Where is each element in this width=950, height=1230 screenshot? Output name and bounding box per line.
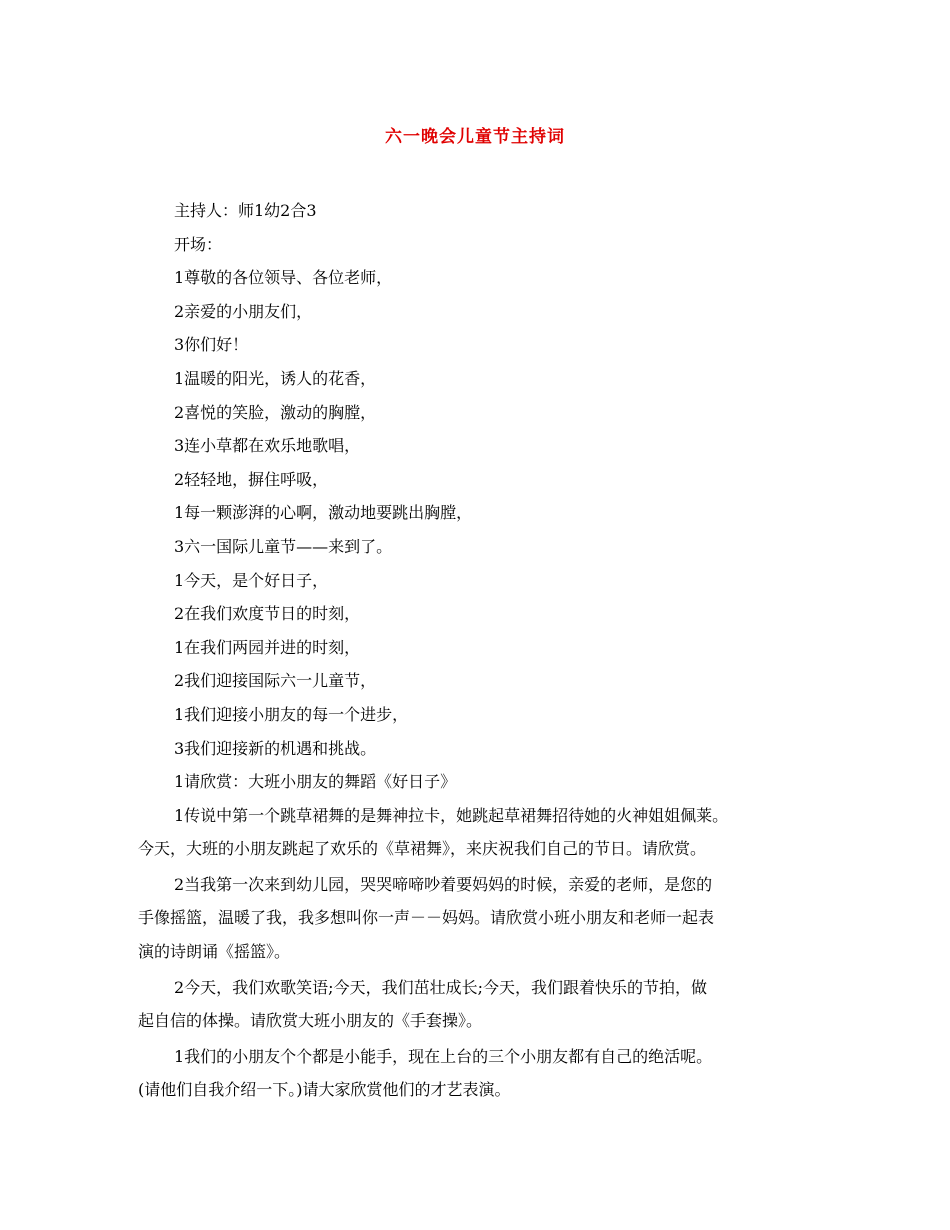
text-line: 1请欣赏：大班小朋友的舞蹈《好日子》 xyxy=(174,772,457,792)
text-line: 1尊敬的各位领导、各位老师， xyxy=(174,268,393,288)
document-title: 六一晚会儿童节主持词 xyxy=(385,127,565,147)
text-line: 3你们好！ xyxy=(174,335,249,355)
text-line: 1我们迎接小朋友的每一个进步， xyxy=(174,704,409,724)
text-line: 1今天，是个好日子， xyxy=(174,570,329,590)
paragraph-hula-dance xyxy=(138,799,812,866)
text-line: 2喜悦的笑脸，激动的胸膛， xyxy=(174,402,377,422)
paragraph-glove-exercise xyxy=(138,971,812,1038)
text-line: 1每一颗澎湃的心啊，激动地要跳出胸膛， xyxy=(174,503,473,523)
paragraph-line: 今天，大班的小朋友跳起了欢乐的《草裙舞》，来庆祝我们自己的节日。请欣赏。 xyxy=(138,839,707,859)
paragraph-line: 演的诗朗诵《摇篮》。 xyxy=(138,942,291,962)
paragraph-line: 2当我第一次来到幼儿园，哭哭啼啼吵着要妈妈的时候，亲爱的老师，是您的 xyxy=(174,874,713,894)
text-line: 2在我们欢度节日的时刻， xyxy=(174,604,361,624)
text-line: 2我们迎接国际六一儿童节， xyxy=(174,671,377,691)
text-line: 3六一国际儿童节——来到了。 xyxy=(174,536,393,556)
text-line: 2轻轻地，摒住呼吸， xyxy=(174,469,329,489)
paragraph-line: 1传说中第一个跳草裙舞的是舞神拉卡，她跳起草裙舞招待她的火神姐姐佩莱。 xyxy=(174,805,729,825)
text-line: 3连小草都在欢乐地歌唱， xyxy=(174,436,361,456)
paragraph-line: 起自信的体操。请欣赏大班小朋友的《手套操》。 xyxy=(138,1011,483,1031)
paragraph-line: (请他们自我介绍一下。)请大家欣赏他们的才艺表演。 xyxy=(138,1080,511,1100)
text-line: 3我们迎接新的机遇和挑战。 xyxy=(174,738,377,758)
paragraph-line: 2今天，我们欢歌笑语;今天，我们茁壮成长;今天，我们跟着快乐的节拍，做 xyxy=(174,977,707,997)
text-line: 1温暖的阳光，诱人的花香， xyxy=(174,368,377,388)
paragraph-cradle-poem xyxy=(138,868,812,969)
text-line: 2亲爱的小朋友们， xyxy=(174,301,313,321)
text-line: 主持人：师1幼2合3 xyxy=(174,201,317,220)
document-body xyxy=(138,194,812,1107)
text-line: 1在我们两园并进的时刻， xyxy=(174,637,361,657)
paragraph-talent-show xyxy=(138,1040,812,1107)
paragraph-line: 手像摇篮，温暖了我，我多想叫你一声－－妈妈。请欣赏小班小朋友和老师一起表 xyxy=(138,908,715,928)
paragraph-line: 1我们的小朋友个个都是小能手，现在上台的三个小朋友都有自己的绝活呢。 xyxy=(174,1046,713,1066)
text-line: 开场： xyxy=(174,234,223,254)
